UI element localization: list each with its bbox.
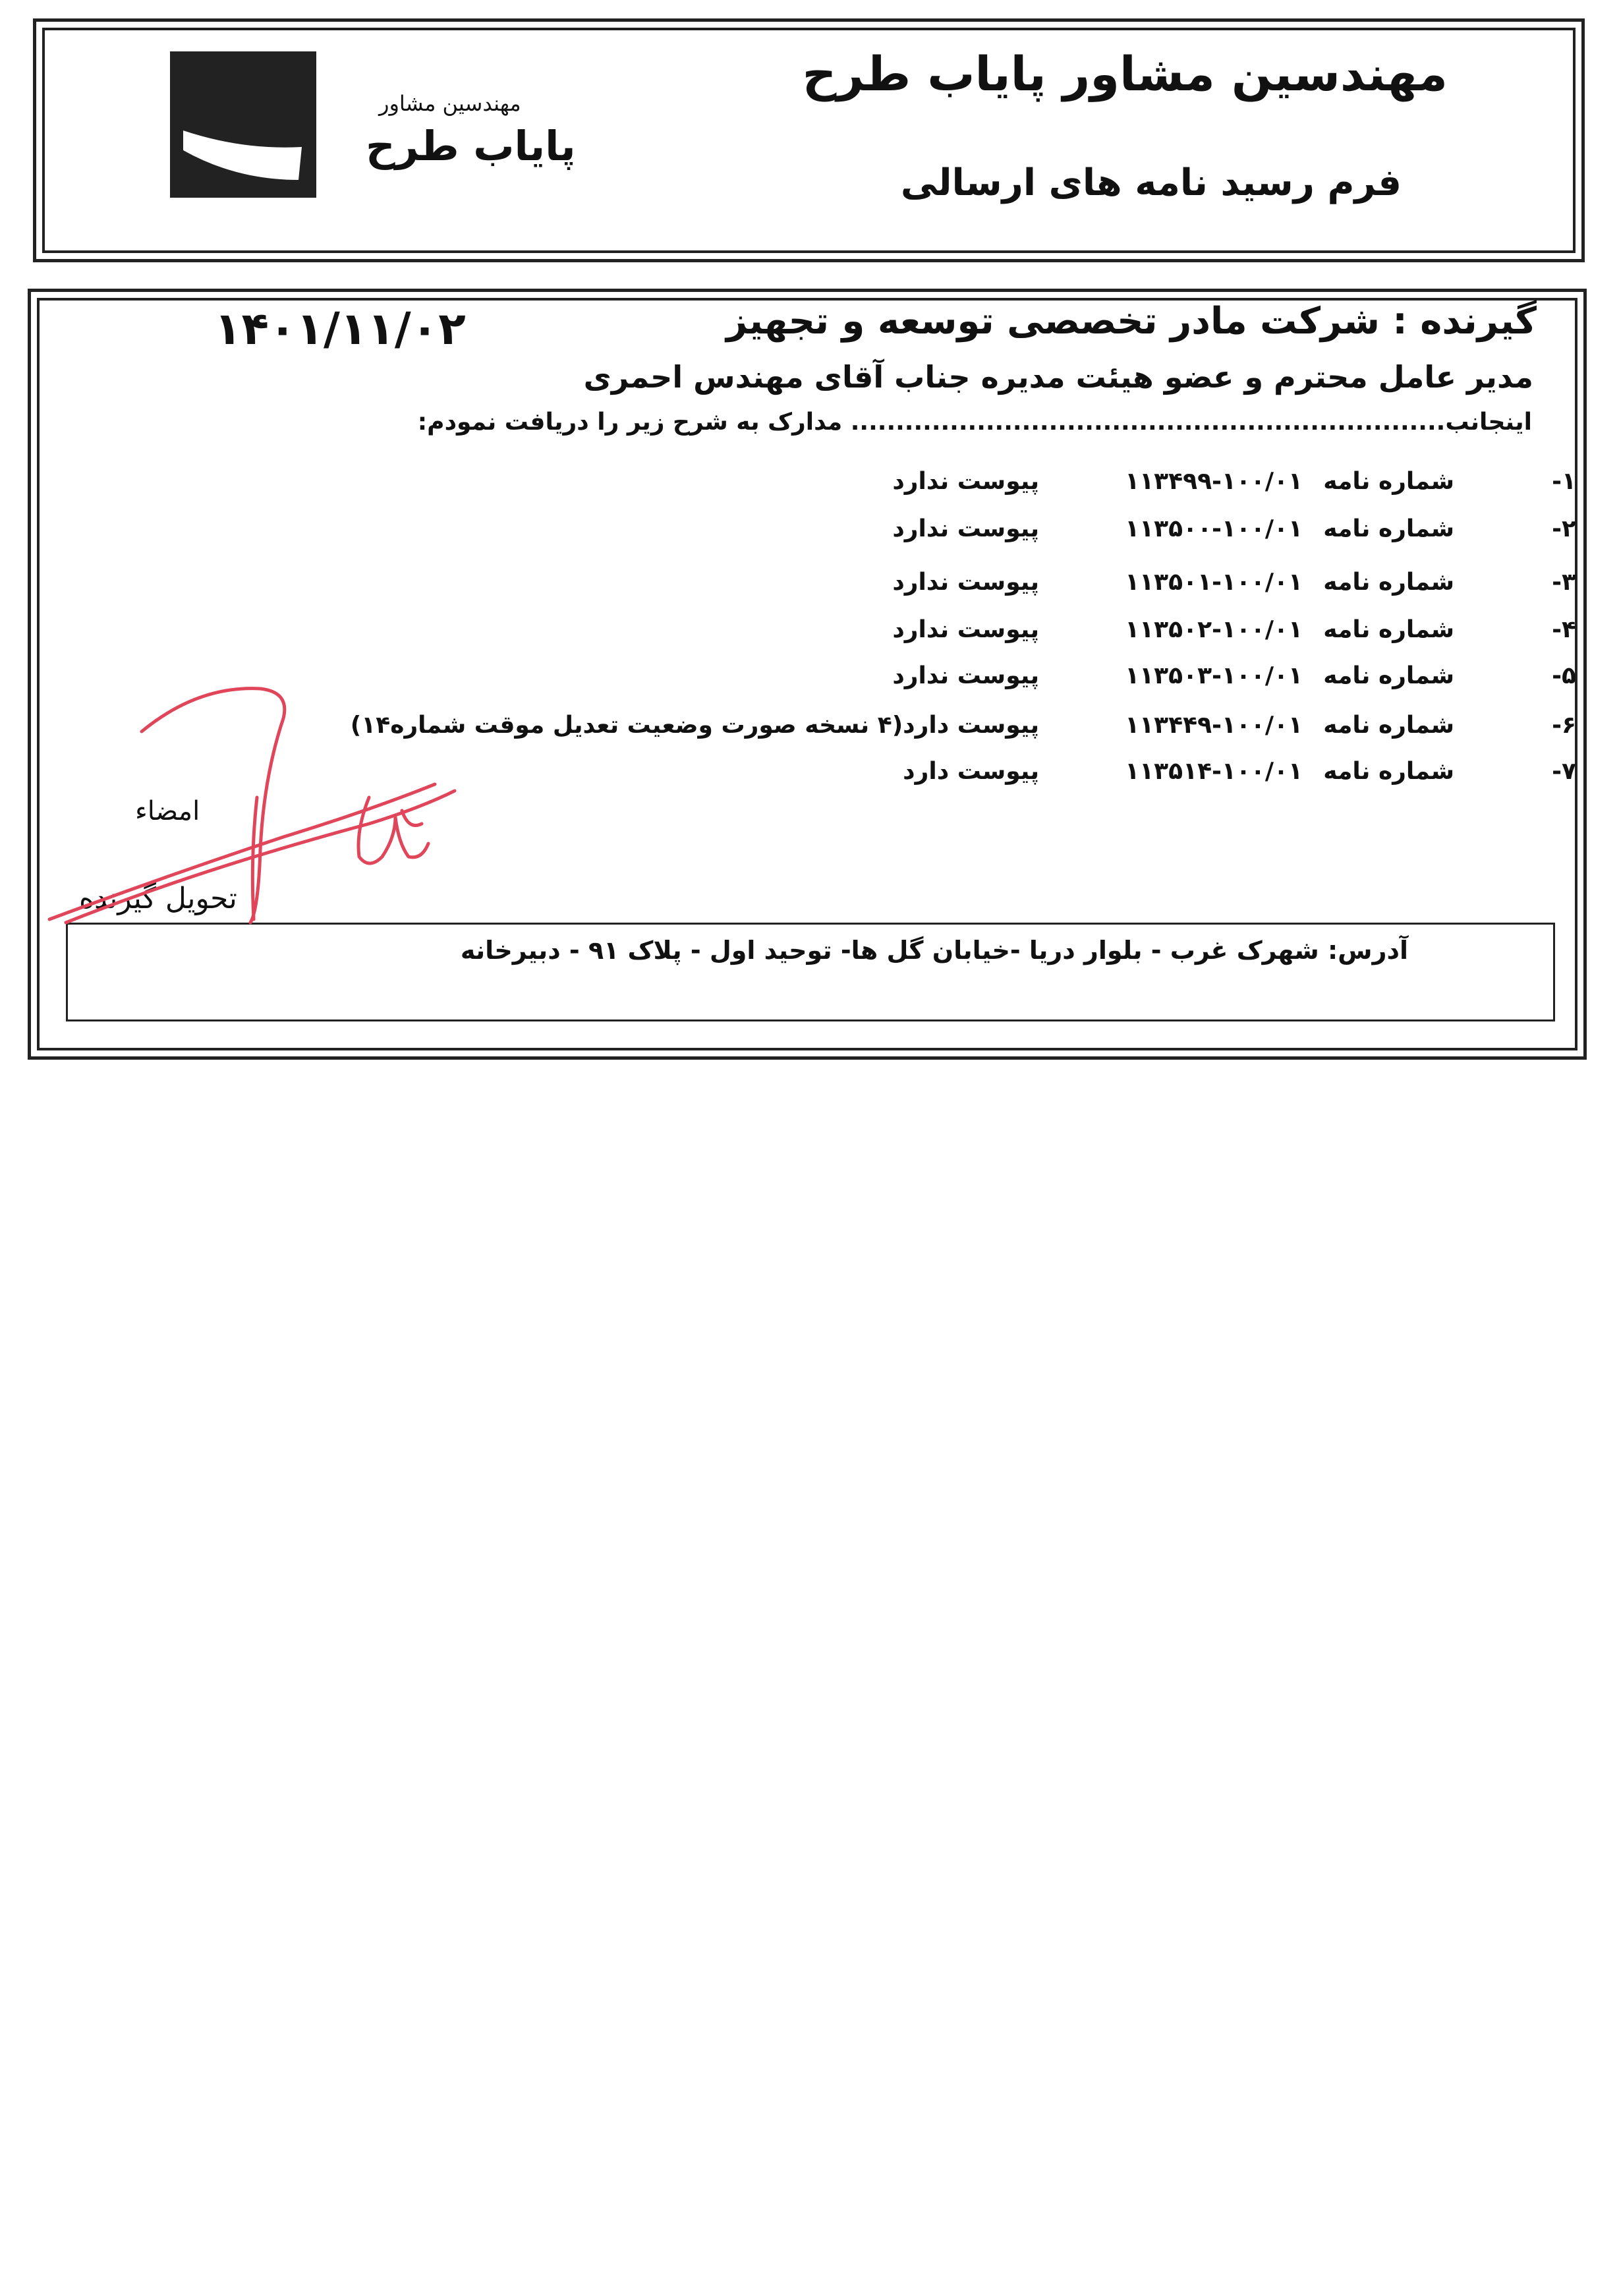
item-index: ۵-: [1552, 662, 1576, 689]
item-number: ۱۱۳۵۱۴-۱۰۰/۰۱: [1125, 758, 1303, 785]
item-attachment: پیوست ندارد: [892, 468, 1039, 495]
item-index: ۳-: [1552, 569, 1576, 596]
item-number: ۱۱۳۴۹۹-۱۰۰/۰۱: [1125, 468, 1303, 495]
logo-small-text: مهندسین مشاور: [379, 91, 521, 116]
item-index: ۷-: [1552, 758, 1576, 785]
item-number: ۱۱۳۵۰۲-۱۰۰/۰۱: [1125, 616, 1303, 643]
recipient: گیرنده : شرکت مادر تخصصی توسعه و تجهیز: [725, 300, 1537, 343]
item-label: شماره نامه: [1323, 515, 1454, 542]
item-label: شماره نامه: [1323, 616, 1454, 643]
date: ۱۴۰۱/۱۱/۰۲: [214, 303, 466, 355]
received-statement: [418, 409, 1532, 436]
recipient-label: تحویل گیرنده: [79, 882, 237, 915]
form-title: فرم رسید نامه های ارسالی: [900, 161, 1402, 204]
item-index: ۲-: [1552, 515, 1576, 542]
logo-large-text: پایاب طرح: [366, 122, 576, 170]
item-number: ۱۱۳۴۴۹-۱۰۰/۰۱: [1125, 712, 1303, 739]
company-title: مهندسین مشاور پایاب طرح: [802, 46, 1448, 101]
item-index: ۶-: [1552, 712, 1576, 739]
item-index: ۴-: [1552, 616, 1576, 643]
received-dots: ..................................................................: [850, 409, 1446, 436]
logo-icon: [170, 51, 316, 198]
received-suffix: مدارک به شرح زیر را دریافت نمودم:: [417, 409, 843, 436]
item-label: شماره نامه: [1323, 758, 1454, 785]
item-label: شماره نامه: [1323, 569, 1454, 596]
item-attachment: پیوست ندارد: [892, 515, 1039, 542]
item-number: ۱۱۳۵۰۳-۱۰۰/۰۱: [1125, 662, 1303, 689]
item-number: ۱۱۳۵۰۰-۱۰۰/۰۱: [1125, 515, 1303, 542]
item-label: شماره نامه: [1323, 468, 1454, 495]
item-attachment: پیوست ندارد: [892, 569, 1039, 596]
item-attachment: پیوست ندارد: [892, 662, 1039, 689]
item-attachment: پیوست دارد(۴ نسخه صورت وضعیت تعدیل موقت شماره۱۴): [350, 712, 1039, 739]
received-prefix: اینجانب: [1445, 409, 1532, 436]
address: آدرس: شهرک غرب - بلوار دریا -خیابان گل ها- توحید اول - پلاک ۹۱ - دبیرخانه: [460, 936, 1408, 965]
addressee: مدیر عامل محترم و عضو هیئت مدیره جناب آقای مهندس احمری: [583, 359, 1533, 395]
logo-mark: [170, 51, 316, 198]
item-label: شماره نامه: [1323, 662, 1454, 689]
item-label: شماره نامه: [1323, 712, 1454, 739]
item-index: ۱-: [1552, 468, 1576, 495]
item-attachment: پیوست ندارد: [892, 616, 1039, 643]
item-attachment: پیوست دارد: [903, 758, 1039, 785]
signature-label: امضاء: [135, 796, 200, 826]
item-number: ۱۱۳۵۰۱-۱۰۰/۰۱: [1125, 569, 1303, 596]
